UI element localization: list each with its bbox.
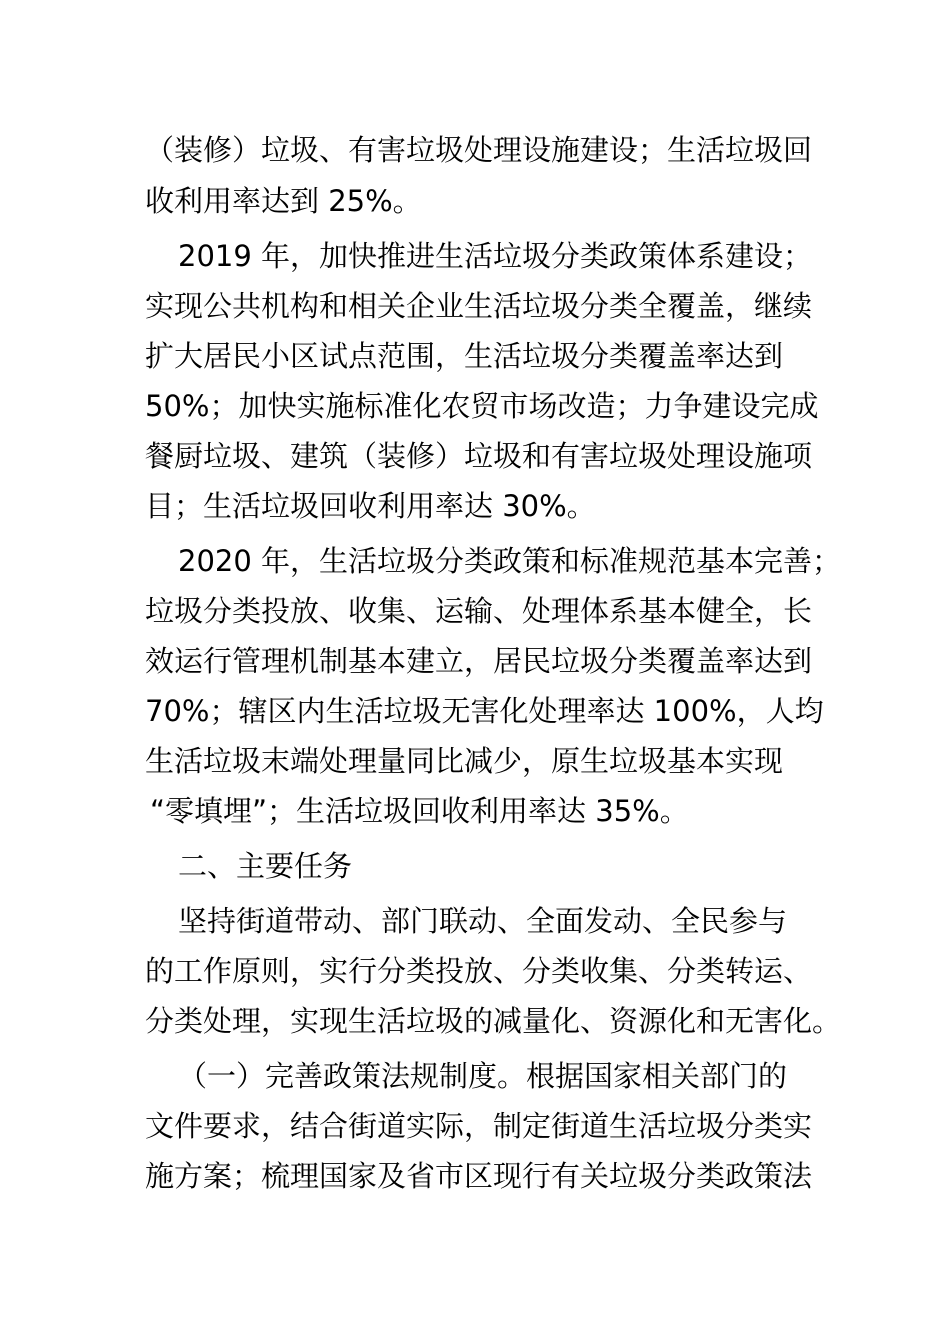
text-line: 目；生活垃圾回收利用率达 30%。 [145, 489, 596, 523]
text-line: 2019 年，加快推进生活垃圾分类政策体系建设； [178, 239, 813, 273]
text-line: 的工作原则，实行分类投放、分类收集、分类转运、 [145, 954, 813, 988]
text-line: 文件要求，结合街道实际，制定街道生活垃圾分类实 [145, 1109, 813, 1143]
text-line: 施方案；梳理国家及省市区现行有关垃圾分类政策法 [145, 1159, 813, 1193]
text-line: 50%；加快实施标准化农贸市场改造；力争建设完成 [145, 389, 819, 423]
text-line: 收利用率达到 25%。 [145, 184, 422, 218]
text-line: 生活垃圾末端处理量同比减少，原生垃圾基本实现 [145, 744, 784, 778]
text-line: 70%；辖区内生活垃圾无害化处理率达 100%，人均 [145, 694, 824, 728]
text-line: 效运行管理机制基本建立，居民垃圾分类覆盖率达到 [145, 644, 813, 678]
section-heading: 二、主要任务 [178, 849, 353, 883]
text-line: （装修）垃圾、有害垃圾处理设施建设；生活垃圾回 [145, 133, 813, 167]
text-line: 实现公共机构和相关企业生活垃圾分类全覆盖，继续 [145, 289, 813, 323]
text-line: 餐厨垃圾、建筑（装修）垃圾和有害垃圾处理设施项 [145, 439, 813, 473]
text-line: 扩大居民小区试点范围，生活垃圾分类覆盖率达到 [145, 339, 784, 373]
text-line: 坚持街道带动、部门联动、全面发动、全民参与 [178, 904, 788, 938]
subsection-heading: （一）完善政策法规制度。根据国家相关部门的 [178, 1059, 788, 1093]
text-line: 2020 年，生活垃圾分类政策和标准规范基本完善； [178, 544, 842, 578]
text-line: 分类处理，实现生活垃圾的减量化、资源化和无害化。 [145, 1004, 842, 1038]
text-line: 垃圾分类投放、收集、运输、处理体系基本健全，长 [145, 594, 813, 628]
text-line: “零填埋”；生活垃圾回收利用率达 35%。 [150, 794, 689, 828]
